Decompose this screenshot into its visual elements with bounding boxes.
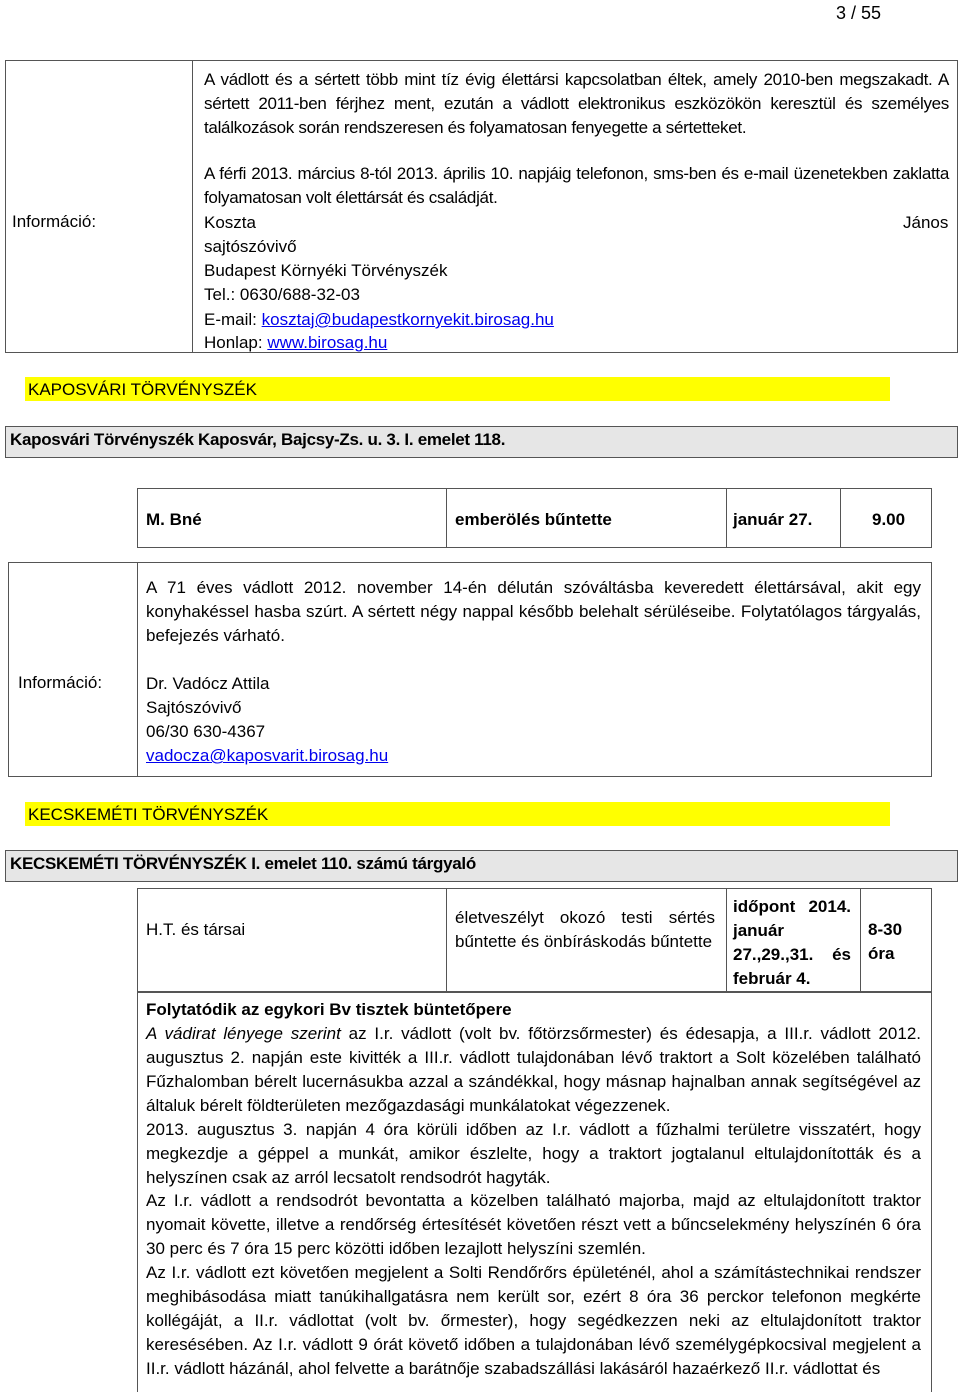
contact-last-name: János (903, 213, 949, 232)
web-link[interactable]: www.birosag.hu (267, 333, 388, 352)
contact-role: sajtószóvivő (204, 237, 297, 256)
case-description-kaposvar: A 71 éves vádlott 2012. november 14-én délután szóváltásba keveredett élettársával, akit egy konyhakéssel hasba szúrt. A sértett négy nappal később belehalt sérüléseibe. Folytatólagos tárgyalás, befejezés várható. (146, 578, 921, 645)
contact-email-row (204, 308, 554, 332)
court-address-kaposvar: Kaposvári Törvényszék Kaposvár, Bajcsy-Zs. u. 3. I. emelet 118. (10, 430, 506, 449)
case-description-title: Folytatódik az egykori Bv tisztek büntetőpere (146, 1000, 512, 1019)
case-description-para1-text: az I.r. vádlott (volt bv. főtörzsőrmester) és édesapja, a III.r. vádlott 2012. augusztus 2. napján este kivitték a III.r. vádlott tulajdonában lévő traktort a Solt közelében található Fűzhalomban bérelt lucernásukba azzal a szándékkal, hogy másnap hajnalban annak segítségével az általuk bérelt földterületen mezőgazdasági munkálatokat végezzenek. (146, 1024, 921, 1115)
case-description-para4: Az I.r. vádlott ezt követően megjelent a Solti Rendőrőrs épületénél, ahol a számítástechnikai rendszer meghibásodása miatt tanúkihallgatásra nem került sor, ezért 8 óra 36 perckor telefonon megkérte kollégáját, a II.r. vádlottat (volt bv. őrmester), hogy segédkezzen neki az eltulajdonított traktor keresésében. Az I.r. vádlott 9 órát követő időben a tulajdonában lévő személygépkocsival megjelent a II.r. vádlott házánál, ahol felvette a barátnője szabadszállási lakásáról hazaérkező II.r. vádlottat és (146, 1263, 921, 1378)
case-col-divider (446, 488, 447, 548)
contact-org: Budapest Környéki Törvényszék (204, 261, 448, 280)
contact-name: Dr. Vadócz Attila (146, 674, 270, 693)
case-charge: életveszélyt okozó testi sértés bűntette és önbíráskodás bűntette (455, 908, 715, 951)
case-date: január 27. (733, 510, 813, 529)
court-address-kecskemet: KECSKEMÉTI TÖRVÉNYSZÉK I. emelet 110. számú tárgyaló (10, 854, 476, 873)
case-col-divider (446, 888, 447, 992)
contact-phone: 06/30 630-4367 (146, 722, 266, 741)
case-charge: emberölés bűntette (455, 510, 612, 529)
info-box-divider (192, 60, 193, 353)
contact-email-link[interactable]: vadocza@kaposvarit.birosag.hu (146, 746, 389, 765)
case-col-divider (726, 488, 727, 548)
case-description-para2: 2013. augusztus 3. napján 4 óra körüli időben az I.r. vádlott a fűzhalmi területre visszatért, hogy megkezdje a géppel a munkát, amikor észlelte, hogy a traktort jogtalanul eltulajdonították és a helyszínen csak az arról lecsatolt rendsodrót hagyták. (146, 1120, 921, 1187)
case-time: 8-30 óra (868, 920, 903, 963)
contact-tel: Tel.: 0630/688-32-03 (204, 285, 360, 304)
info-label: Információ: (18, 673, 103, 692)
court-heading-kecskemet: KECSKEMÉTI TÖRVÉNYSZÉK (28, 805, 269, 824)
web-label: Honlap: (204, 333, 268, 352)
page-number: 3 / 55 (836, 3, 882, 23)
case-time: 9.00 (872, 510, 906, 529)
contact-role: Sajtószóvivő (146, 698, 242, 717)
case-defendant: H.T. és társai (146, 920, 246, 939)
email-label: E-mail: (204, 310, 262, 329)
case-description-para3: Az I.r. vádlott a rendsodrót bevontatta a közelben található majorba, majd az eltulajdonított traktor nyomait követte, illetve a rendőrség értesítését követően részt vett a bűncselekmény helyszínén 6 óra 30 perc és 7 óra 15 perc közötti időben lezajlott helyszíni szemlén. (146, 1191, 921, 1258)
case-defendant: M. Bné (146, 510, 202, 529)
case-col-divider (860, 888, 861, 992)
case-description-budapest: A vádlott és a sértett több mint tíz évig élettársi kapcsolatban éltek, amely 2010-ben megszakadt. A sértett 2011-ben férjhez ment, ezután a vádlott elektronikus eszközökön keresztül és személyes találkozások során rendszeresen és folyamatosan fenyegette a sértetteket. (204, 70, 949, 137)
case-description-para1 (146, 1022, 921, 1118)
case-details-budapest: A férfi 2013. március 8-tól 2013. április 10. napjáig telefonon, sms-ben és e-mail üzenetekben zaklatta folyamatosan volt élettársát és családját. (204, 164, 949, 207)
case-col-divider (726, 888, 727, 992)
case-date: időpont 2014. január 27.,29.,31. és február 4. (733, 897, 851, 988)
email-link[interactable]: kosztaj@budapestkornyekit.birosag.hu (261, 310, 554, 329)
info-label: Információ: (12, 212, 97, 231)
court-heading-kaposvar: KAPOSVÁRI TÖRVÉNYSZÉK (28, 380, 257, 399)
info-box-divider (137, 562, 138, 777)
case-col-divider (840, 488, 841, 548)
contact-first-name: Koszta (204, 213, 256, 232)
case-description-lead: A vádirat lényege szerint (146, 1024, 341, 1043)
contact-web-row (204, 331, 387, 355)
